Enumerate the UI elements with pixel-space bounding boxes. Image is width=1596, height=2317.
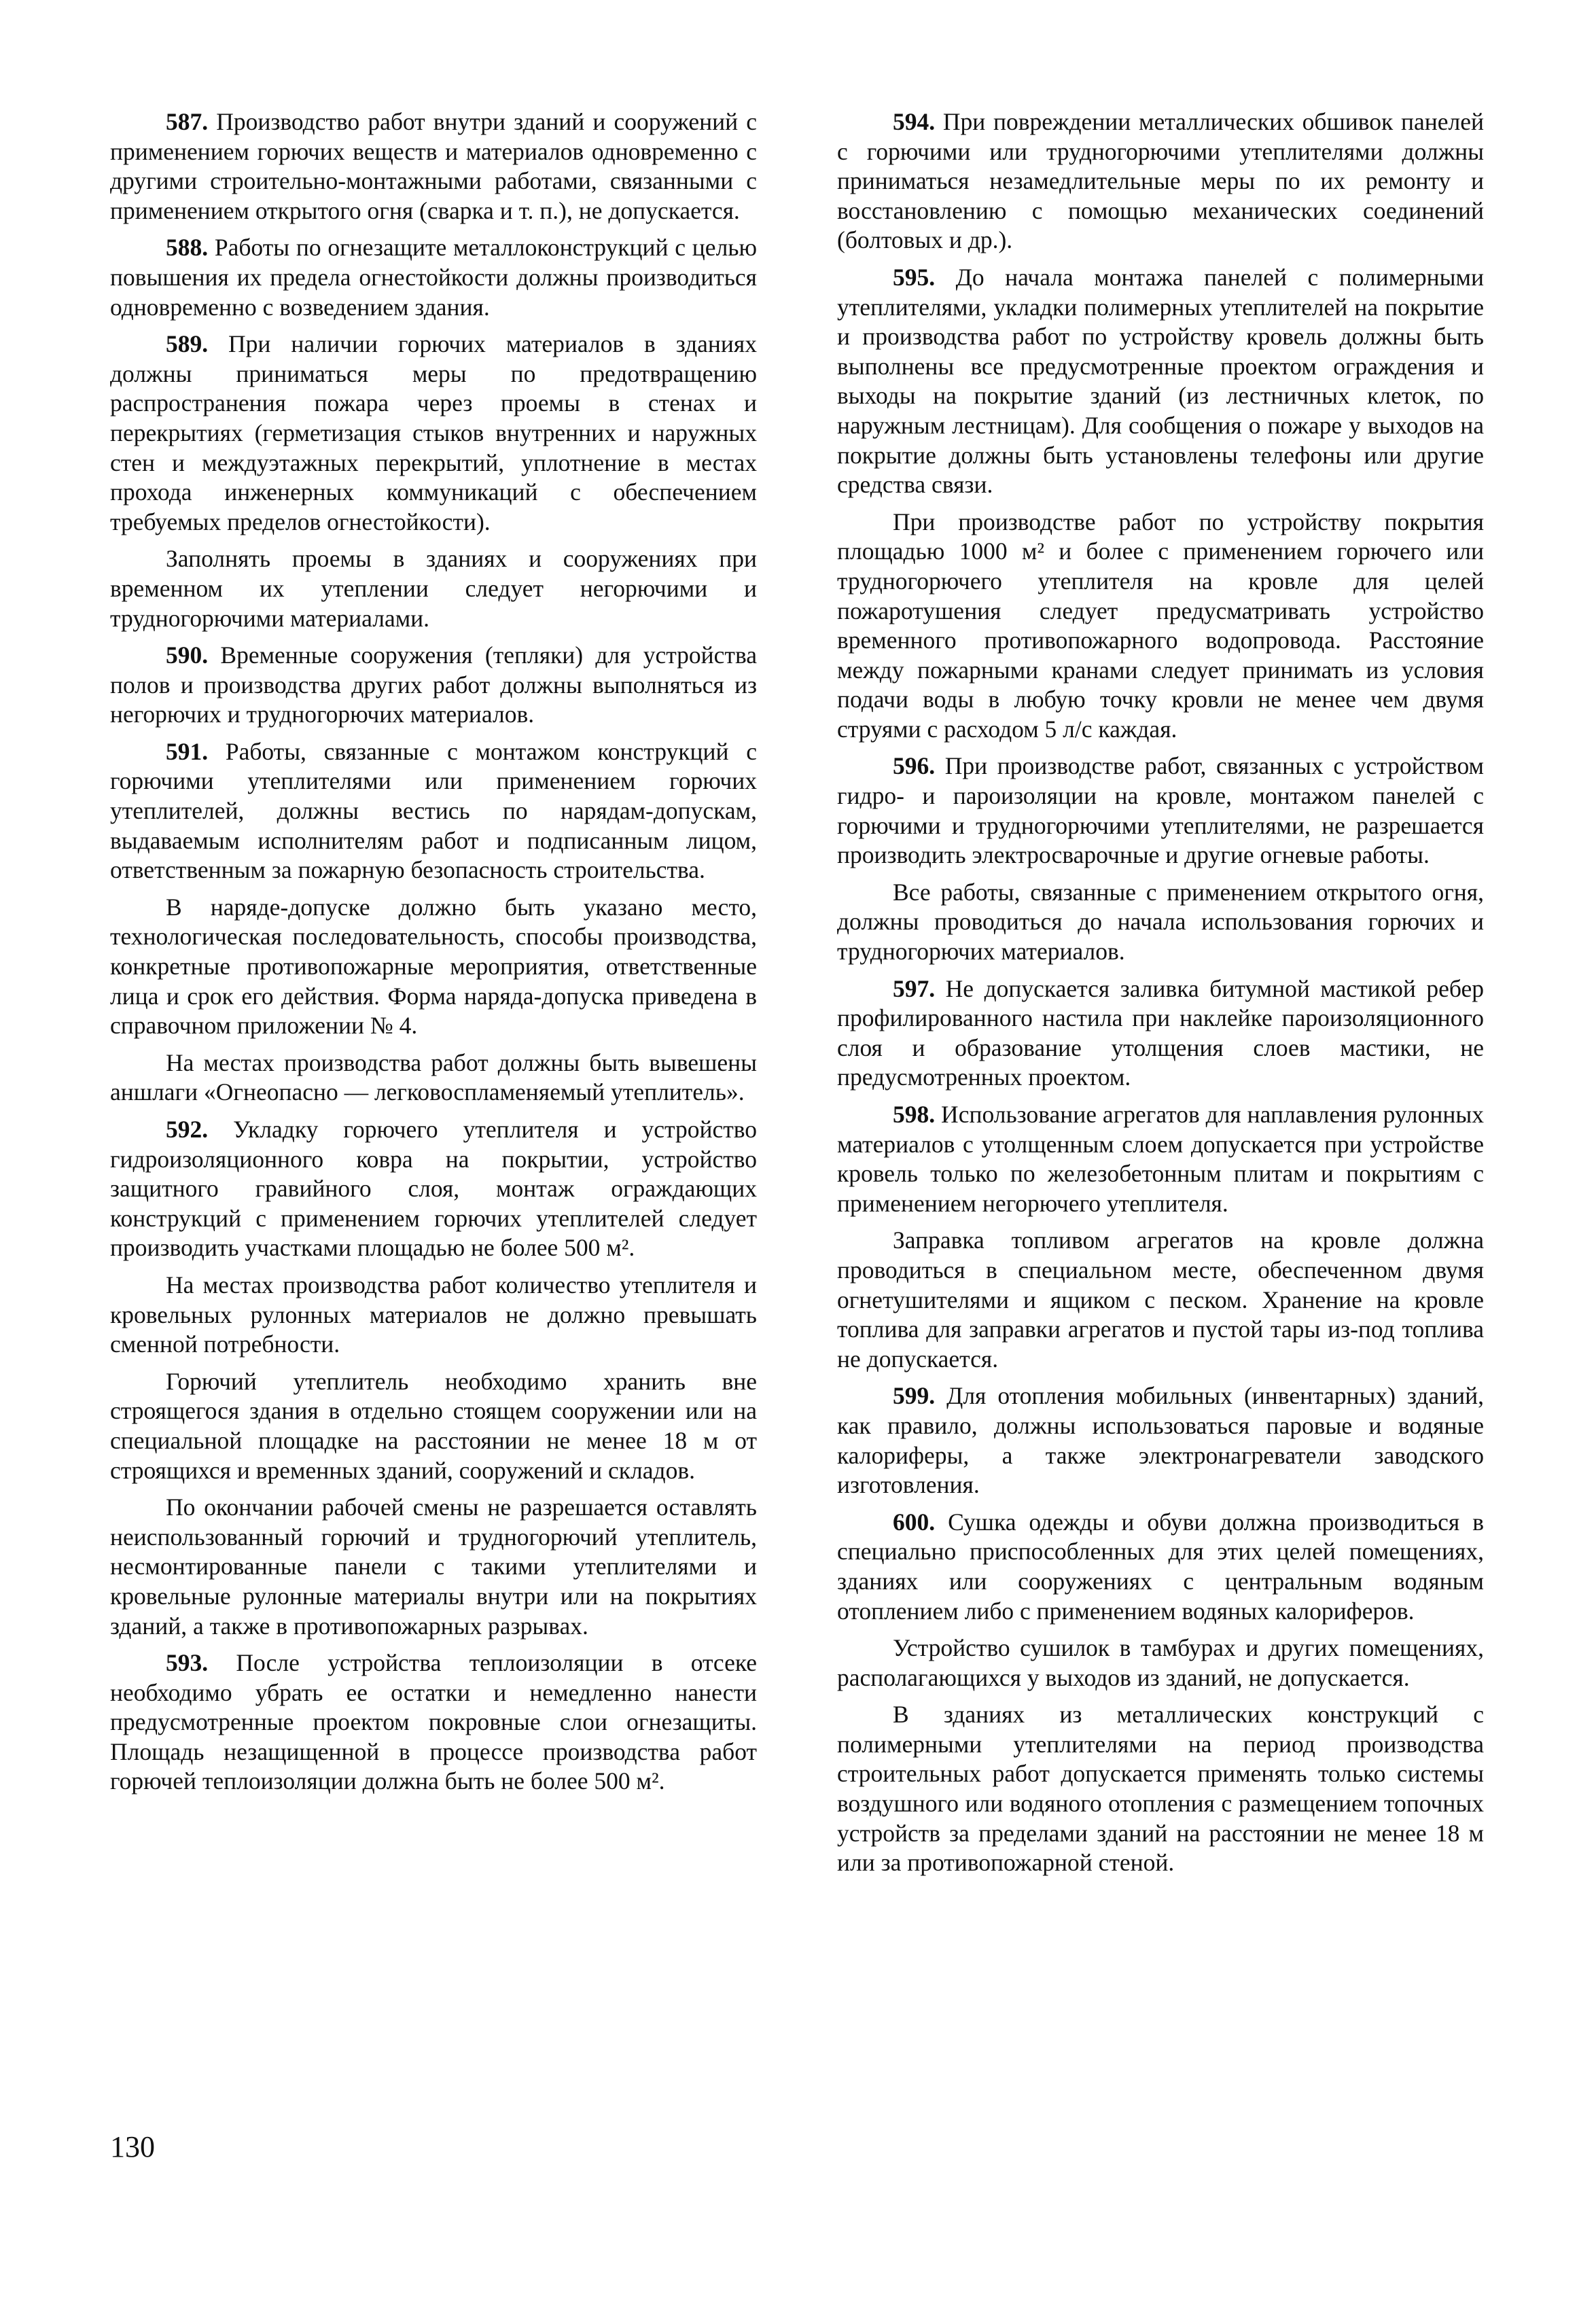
paragraph-text: При повреждении металлических обшивок панелей с горючими или трудногорючими утеплителями должны приниматься незамедлительные меры по их ремонту и восстановлению с помощью механических соединений (болтовых и др.). bbox=[837, 108, 1484, 254]
clause-number: 589. bbox=[166, 330, 209, 358]
paragraph-text: Укладку горючего утеплителя и устройство гидроизоляционного ковра на покрытии, устройство защитного гравийного слоя, монтаж ограждающих конструкций с применением горючих утеплителей следует производить участками площадью не более 500 м². bbox=[110, 1116, 757, 1262]
paragraph-594 bbox=[837, 107, 1484, 255]
paragraph-597 bbox=[837, 974, 1484, 1093]
paragraph-595-cont bbox=[837, 508, 1484, 745]
clause-number: 588. bbox=[166, 234, 209, 262]
paragraph-587 bbox=[110, 107, 757, 226]
paragraph-text: Заполнять проемы в зданиях и сооружениях при временном их утеплении следует негорючими и трудногорючими материалами. bbox=[110, 545, 757, 632]
paragraph-text: По окончании рабочей смены не разрешается оставлять неиспользованный горючий и трудногорючий утеплитель, несмонтированные панели с такими утеплителями и кровельные рулонные материалы внутри или на покрытиях зданий, а также в противопожарных разрывах. bbox=[110, 1493, 757, 1640]
paragraph-591-cont-2 bbox=[110, 1048, 757, 1108]
paragraph-text: Все работы, связанные с применением открытого огня, должны проводиться до начала использования горючих и трудногорючих материалов. bbox=[837, 878, 1484, 966]
paragraph-text: При наличии горючих материалов в зданиях должны приниматься меры по предотвращению распространения пожара через проемы в стенах и перекрытиях (герметизация стыков внутренних и наружных стен и междуэтажных перекрытий, уплотнение в местах прохода инженерных коммуникаций с обеспечением требуемых пределов огнестойкости). bbox=[110, 330, 757, 535]
clause-number: 597. bbox=[893, 974, 936, 1002]
paragraph-text: Сушка одежды и обуви должна производиться в специально приспособленных для этих целей помещениях, зданиях или сооружениях с центральным водяным отоплением либо с применением водяных калориферов. bbox=[837, 1508, 1484, 1625]
paragraph-text: В зданиях из металлических конструкций с полимерными утеплителями на период производства строительных работ допускается применять только системы воздушного или водяного отопления с размещением топочных устройств за пределами зданий на расстоянии не менее 18 м или за противопожарной стеной. bbox=[837, 1701, 1484, 1877]
paragraph-600-cont-2 bbox=[837, 1700, 1484, 1878]
paragraph-592-cont-2 bbox=[110, 1367, 757, 1485]
paragraph-599 bbox=[837, 1381, 1484, 1500]
paragraph-592 bbox=[110, 1115, 757, 1263]
paragraph-595 bbox=[837, 263, 1484, 500]
clause-number: 596. bbox=[893, 752, 936, 780]
paragraph-text: При производстве работ, связанных с устройством гидро- и пароизоляции на кровле, монтажом панелей с горючими и трудногорючими утеплителями, не разрешается производить электросварочные и другие огневые работы. bbox=[837, 752, 1484, 869]
paragraph-598 bbox=[837, 1100, 1484, 1218]
paragraph-text: Работы, связанные с монтажом конструкций с горючими утеплителями или применением горючих утеплителей, должны вестись по нарядам-допускам, выдаваемым исполнителям работ и подписанным лицом, ответственным за пожарную безопасность строительства. bbox=[110, 737, 757, 884]
paragraph-text: Временные сооружения (тепляки) для устройства полов и производства других работ должны выполняться из негорючих и трудногорючих материалов. bbox=[110, 641, 757, 728]
right-text-column bbox=[837, 107, 1484, 1886]
clause-number: 599. bbox=[893, 1382, 936, 1410]
paragraph-text: Заправка топливом агрегатов на кровле должна проводиться в специальном месте, обеспеченном двумя огнетушителями и ящиком с песком. Хранение на кровле топлива для заправки агрегатов и пустой тары из-под топлива не допускается. bbox=[837, 1226, 1484, 1373]
paragraph-text: Для отопления мобильных (инвентарных) зданий, как правило, должны использоваться паровые и водяные калориферы, а также электронагреватели заводского изготовления. bbox=[837, 1382, 1484, 1499]
clause-number: 593. bbox=[166, 1649, 209, 1677]
paragraph-text: Не допускается заливка битумной мастикой ребер профилированного настила при наклейке пароизоляционного слоя и образование утолщения слоев мастики, не предусмотренных проектом. bbox=[837, 974, 1484, 1091]
clause-number: 594. bbox=[893, 108, 936, 135]
paragraph-text: До начала монтажа панелей с полимерными утеплителями, укладки полимерных утеплителей на покрытие и производства работ по устройству кровель должны быть выполнены все предусмотренные проектом ограждения и выходы на покрытие зданий (из лестничных клеток, по наружным лестницам). Для сообщения о пожаре у выходов на покрытие должны быть установлены телефоны или другие средства связи. bbox=[837, 263, 1484, 499]
paragraph-592-cont-1 bbox=[110, 1271, 757, 1360]
clause-number: 592. bbox=[166, 1116, 209, 1143]
clause-number: 598. bbox=[893, 1101, 936, 1128]
paragraph-text: На местах производства работ должны быть вывешены аншлаги «Огнеопасно — легковоспламеняемый утеплитель». bbox=[110, 1048, 757, 1106]
paragraph-text: Горючий утеплитель необходимо хранить вне строящегося здания в отдельно стоящем сооружении или на специальной площадке на расстоянии не менее 18 м от строящихся и временных зданий, сооружений и складов. bbox=[110, 1367, 757, 1484]
paragraph-text: После устройства теплоизоляции в отсеке необходимо убрать ее остатки и немедленно нанести предусмотренные проектом покровные слои огнезащиты. Площадь незащищенной в процессе производства работ горючей теплоизоляции должна быть не более 500 м². bbox=[110, 1649, 757, 1795]
paragraph-588 bbox=[110, 233, 757, 322]
paragraph-text: Устройство сушилок в тамбурах и других помещениях, располагающихся у выходов из зданий, не допускается. bbox=[837, 1634, 1484, 1691]
paragraph-600 bbox=[837, 1508, 1484, 1626]
paragraph-590 bbox=[110, 641, 757, 730]
paragraph-598-cont bbox=[837, 1226, 1484, 1374]
paragraph-593 bbox=[110, 1648, 757, 1797]
page-number: 130 bbox=[110, 2130, 155, 2163]
paragraph-text: На местах производства работ количество утеплителя и кровельных рулонных материалов не должно превышать сменной потребности. bbox=[110, 1271, 757, 1358]
paragraph-589 bbox=[110, 330, 757, 537]
clause-number: 591. bbox=[166, 737, 209, 765]
clause-number: 590. bbox=[166, 641, 209, 669]
paragraph-591-cont-1 bbox=[110, 893, 757, 1041]
clause-number: 600. bbox=[893, 1508, 936, 1536]
paragraph-text: Работы по огнезащите металлоконструкций с целью повышения их предела огнестойкости должны производиться одновременно с возведением здания. bbox=[110, 234, 757, 321]
paragraph-text: При производстве работ по устройству покрытия площадью 1000 м² и более с применением горючего или трудногорючего утеплителя на кровле для целей пожаротушения следует предусматривать устройство временного противопожарного водопровода. Расстояние между пожарными кранами следует принимать из условия подачи воды в любую точку кровли не менее чем двумя струями с расходом 5 л/с каждая. bbox=[837, 508, 1484, 743]
paragraph-text: В наряде-допуске должно быть указано место, технологическая последовательность, способы производства, конкретные противопожарные мероприятия, ответственные лица и срок его действия. Форма наряда-допуска приведена в справочном приложении № 4. bbox=[110, 893, 757, 1040]
paragraph-589-cont bbox=[110, 544, 757, 633]
paragraph-596 bbox=[837, 751, 1484, 870]
paragraph-592-cont-3 bbox=[110, 1493, 757, 1641]
paragraph-text: Использование агрегатов для наплавления рулонных материалов с утолщенным слоем допускается при устройстве кровель только по железобетонным плитам и покрытиям с применением негорючего утеплителя. bbox=[837, 1101, 1484, 1217]
paragraph-596-cont bbox=[837, 878, 1484, 967]
paragraph-text: Производство работ внутри зданий и сооружений с применением горючих веществ и материалов одновременно с другими строительно-монтажными работами, связанными с применением открытого огня (сварка и т. п.), не допускается. bbox=[110, 108, 757, 224]
clause-number: 587. bbox=[166, 108, 209, 135]
clause-number: 595. bbox=[893, 263, 936, 291]
paragraph-591 bbox=[110, 737, 757, 885]
paragraph-600-cont-1 bbox=[837, 1633, 1484, 1693]
left-text-column bbox=[110, 107, 757, 1804]
